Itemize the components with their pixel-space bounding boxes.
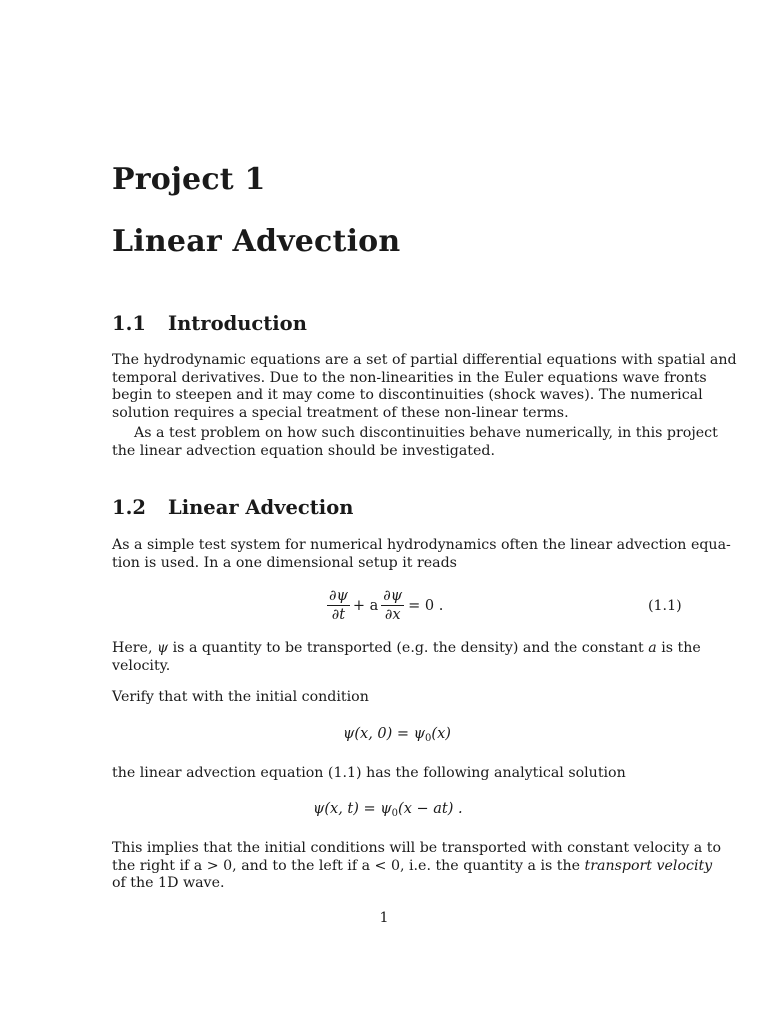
advection-paragraph-4	[112, 765, 678, 783]
text-line: tion is used. In a one dimensional setup it reads	[112, 554, 457, 571]
text-line: Verify that with the initial condition	[112, 689, 369, 705]
text-line: solution requires a special treatment of these non-linear terms.	[112, 405, 569, 422]
section-number: 1.2	[112, 496, 146, 519]
section-title: Introduction	[168, 312, 307, 335]
section-heading-linear-advection	[112, 496, 353, 519]
equation-initial-condition: ψ(x, $0) = \psi_0(x)$	[343, 726, 451, 744]
equation-number: (1.1)	[648, 598, 682, 614]
page-number: 1	[379, 910, 389, 926]
advection-paragraph-2	[112, 640, 701, 675]
text-line: of the 1D wave.	[112, 875, 225, 892]
section-heading-introduction	[112, 312, 307, 335]
text-line: Here, ψ is a quantity to be transported (e.g. the density) and the constant a is the	[112, 640, 701, 656]
equation-analytical-solution: ψ(x, $t) = \psi_0(x - at)$ .	[313, 801, 463, 819]
chapter-label: Project 1	[112, 162, 266, 197]
intro-paragraph-2	[112, 425, 718, 460]
text-line: begin to steepen and it may come to discontinuities (shock waves). The numerical	[112, 387, 703, 404]
advection-paragraph-5	[112, 840, 721, 893]
text-line: the linear advection equation (1.1) has the following analytical solution	[112, 765, 626, 781]
text-line: the right if a > 0, and to the left if a < 0, i.e. the quantity a is the transport velocity	[112, 857, 713, 874]
fraction: $\frac{\partial\psi}{\partial t}$	[329, 588, 348, 623]
text-line: velocity.	[112, 657, 171, 674]
text-line: As a simple test system for numerical hydrodynamics often the linear advection equa-	[112, 537, 731, 553]
advection-paragraph-1	[112, 537, 731, 572]
text-line: temporal derivatives. Due to the non-linearities in the Euler equations wave fronts	[112, 369, 707, 386]
fraction: $\frac{\partial\psi}{\partial x}$	[383, 588, 403, 623]
section-title: Linear Advection	[168, 496, 354, 519]
advection-paragraph-3	[112, 689, 678, 707]
text-line: the linear advection equation should be investigated.	[112, 442, 495, 459]
section-number: 1.1	[112, 312, 146, 335]
text-line: The hydrodynamic equations are a set of partial differential equations with spatial and	[112, 352, 737, 368]
chapter-title: Linear Advection	[112, 224, 401, 259]
text-line: As a test problem on how such discontinuities behave numerically, in this project	[134, 425, 718, 441]
text-line: This implies that the initial conditions will be transported with constant velocity a to	[112, 840, 721, 856]
intro-paragraph-1	[112, 352, 737, 423]
equation-advection: $\frac{\partial\psi}{\partial t}$ + a $\frac{\partial\psi}{\partial x}$ = 0 .	[329, 588, 444, 623]
